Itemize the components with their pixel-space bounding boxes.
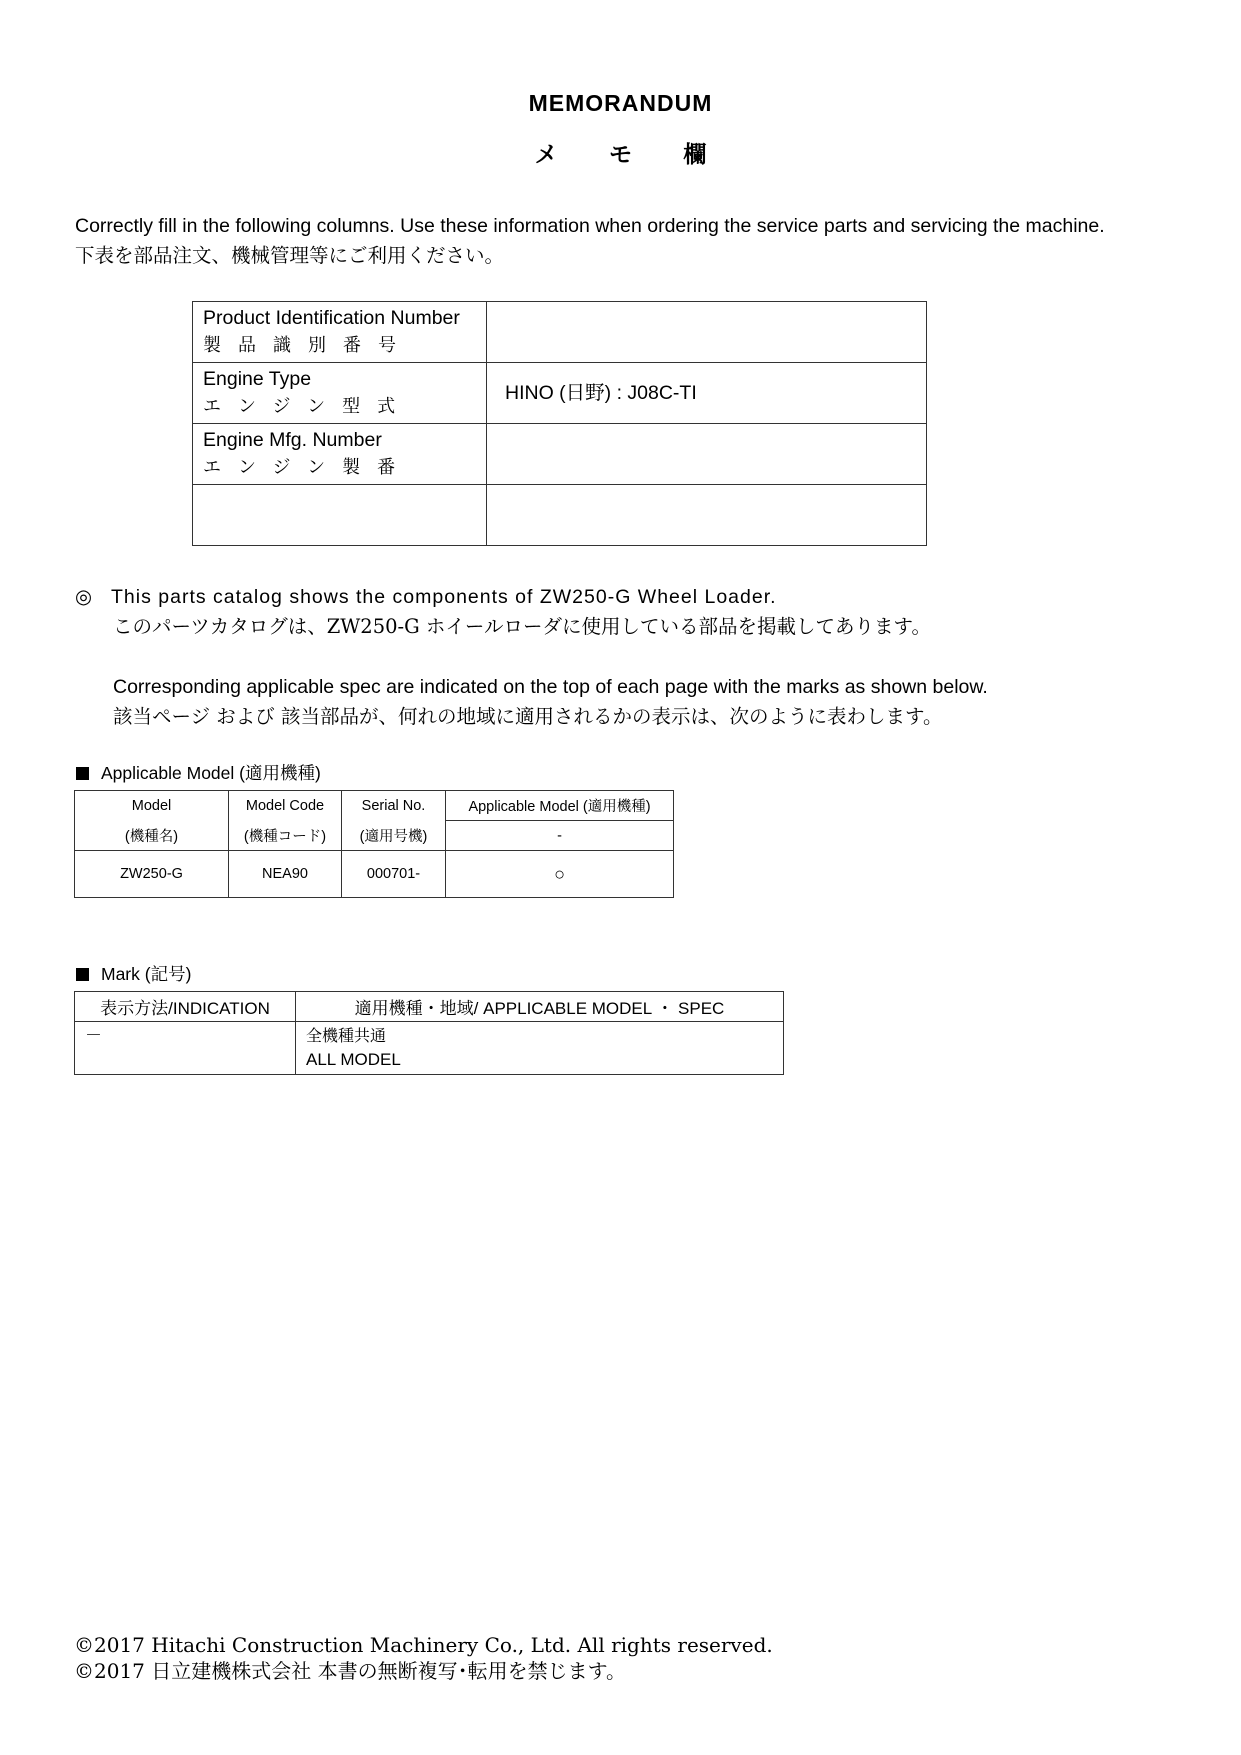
double-circle-icon: ◎: [75, 586, 93, 608]
memo-row: [193, 302, 927, 363]
spec-desc-jp: 全機種共通: [306, 1026, 387, 1045]
memo-table: [192, 301, 927, 546]
memo-value-field[interactable]: [487, 302, 927, 363]
applicable-sub-header: -: [446, 821, 674, 851]
square-bullet-icon: [76, 767, 89, 780]
applicable-header: Applicable Model (適用機種): [446, 791, 674, 821]
catalog-line-jp: このパーツカタログは、ZW250-G ホイールローダに使用している部品を掲載してあります。: [113, 615, 931, 638]
memo-label: [193, 424, 487, 485]
memo-label-en: Engine Mfg. Number: [203, 429, 382, 451]
square-bullet-icon: [76, 968, 89, 981]
memo-label-jp: エンジン製番: [203, 457, 413, 478]
memo-value-field[interactable]: HINO (日野) : J08C-TI: [487, 363, 927, 424]
table-row: [75, 791, 674, 821]
memo-value-field[interactable]: [487, 424, 927, 485]
page-title-jp: メ モ 欄: [534, 141, 707, 167]
mark-table: [74, 991, 784, 1075]
table-row: [75, 1022, 784, 1075]
memo-row: [193, 363, 927, 424]
model-header: Model: [75, 791, 229, 821]
code-cell: NEA90: [229, 851, 342, 898]
spec-desc-en: ALL MODEL: [306, 1050, 401, 1069]
model-header-jp: (機種名): [75, 821, 229, 851]
applicable-model-table: [74, 790, 674, 898]
applicable-circle-icon: ○: [446, 851, 674, 898]
memo-value-field[interactable]: [487, 485, 927, 546]
intro-jp: 下表を部品注文、機械管理等にご利用ください。: [75, 244, 505, 267]
memo-label-jp: 製品識別番号: [203, 335, 413, 356]
mark-heading: [76, 961, 191, 986]
applicable-model-heading-text: Applicable Model (適用機種): [101, 763, 321, 783]
memo-label-blank[interactable]: [193, 485, 487, 546]
spec-line-jp: 該当ページ および 該当部品が、何れの地域に適用されるかの表示は、次のように表わします。: [113, 705, 943, 728]
catalog-note: [75, 582, 988, 732]
spec-header: 適用機種・地域/ APPLICABLE MODEL ・ SPEC: [296, 992, 784, 1022]
copyright-en: ©2017 Hitachi Construction Machinery Co., Ltd. All rights reserved.: [74, 1633, 773, 1657]
indication-dash-cell: －: [75, 1022, 296, 1075]
table-row: [75, 851, 674, 898]
memo-label: [193, 302, 487, 363]
copyright-jp: ©2017 日立建機株式会社 本書の無断複写･転用を禁じます。: [74, 1659, 627, 1683]
memo-label-en: Product Identification Number: [203, 307, 460, 329]
serial-header-jp: (適用号機): [342, 821, 446, 851]
table-row: [75, 992, 784, 1022]
intro-en: Correctly fill in the following columns. Use these information when ordering the service parts and servicing the machine.: [75, 215, 1105, 237]
model-cell: ZW250-G: [75, 851, 229, 898]
catalog-line-en: This parts catalog shows the components of ZW250-G Wheel Loader.: [111, 586, 777, 608]
serial-header: Serial No.: [342, 791, 446, 821]
code-header-jp: (機種コード): [229, 821, 342, 851]
indication-header: 表示方法/INDICATION: [75, 992, 296, 1022]
page-title: MEMORANDUM: [528, 90, 713, 116]
memo-row: [193, 424, 927, 485]
memo-label: [193, 363, 487, 424]
applicable-model-heading: [76, 760, 321, 785]
memo-label-en: Engine Type: [203, 368, 312, 390]
serial-cell: 000701-: [342, 851, 446, 898]
memo-row: [193, 485, 927, 546]
spec-line-en: Corresponding applicable spec are indicated on the top of each page with the marks as shown below.: [113, 676, 988, 698]
footer: [74, 1632, 773, 1684]
spec-cell: [296, 1022, 784, 1075]
intro: [75, 212, 1105, 270]
memo-label-jp: エンジン型式: [203, 396, 413, 417]
table-row: [75, 821, 674, 851]
mark-heading-text: Mark (記号): [101, 964, 192, 984]
code-header: Model Code: [229, 791, 342, 821]
